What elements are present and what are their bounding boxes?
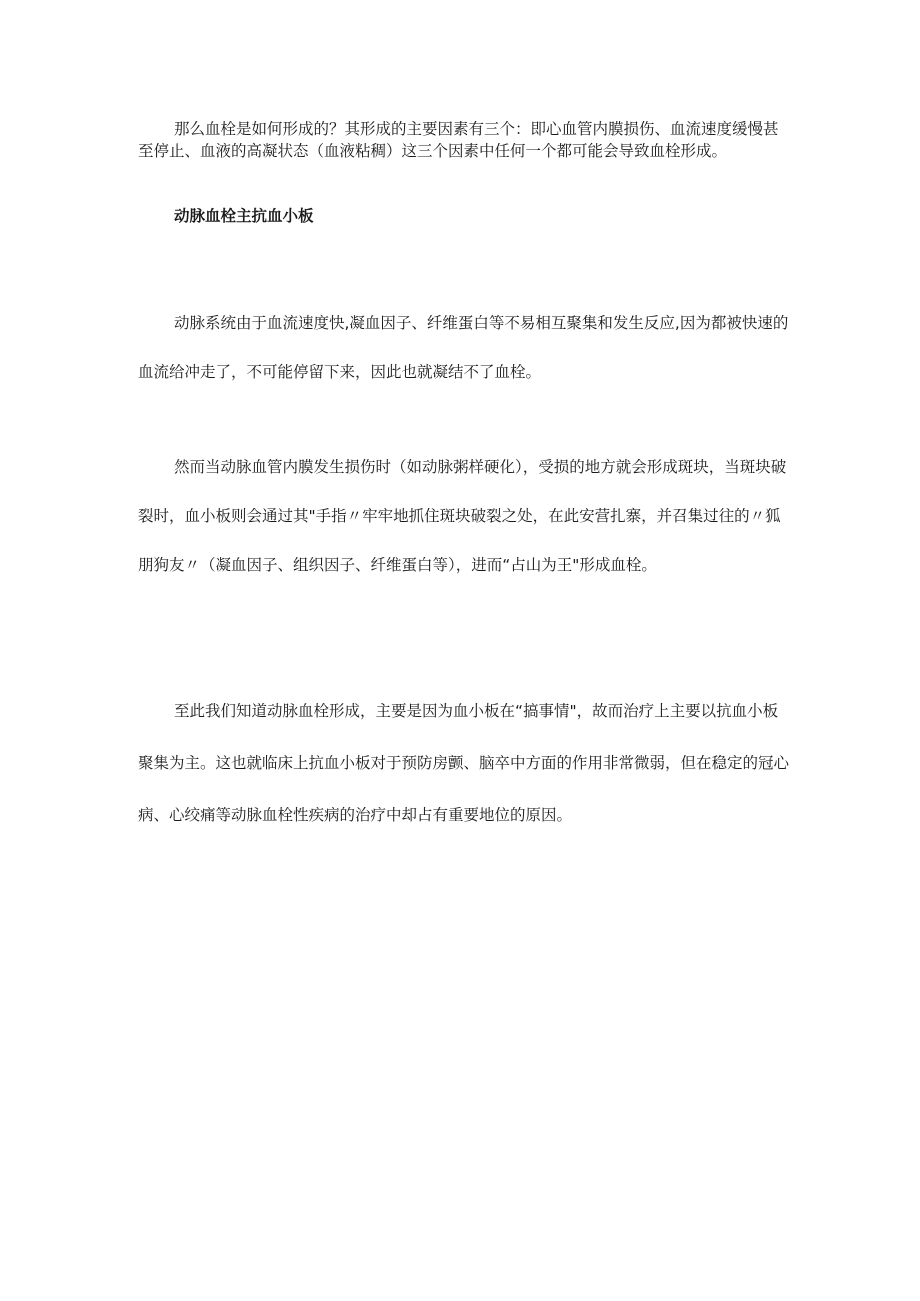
paragraph-conclusion: 至此我们知道动脉血栓形成，主要是因为血小板在“搞事情"，故而治疗上主要以抗血小板聚集为主。这也就临床上抗血小板对于预防房颤、脑卒中方面的作用非常微弱，但在稳定的冠心病、心绞痛等动脉血栓性疾病的治疗中却占有重要地位的原因。 <box>138 702 790 824</box>
paragraph-thrombus-formation: 那么血栓是如何形成的？其形成的主要因素有三个：即心血管内膜损伤、血流速度缓慢甚至停止、血液的高凝状态（血液粘稠）这三个因素中任何一个都可能会导致血栓形成。 <box>138 120 779 160</box>
paragraph-plaque-rupture: 然而当动脉血管内膜发生损伤时（如动脉粥样硬化），受损的地方就会形成斑块，当斑块破裂时，血小板则会通过其"手指〃牢牢地抓住斑块破裂之处，在此安营扎寨，并召集过往的〃狐朋狗友〃（凝血因子、组织因子、纤维蛋白等），进而“占山为王"形成血栓。 <box>138 458 787 574</box>
paragraph-arterial-flow: 动脉系统由于血流速度快,凝血因子、纤维蛋白等不易相互聚集和发生反应,因为都被快速的血流给冲走了，不可能停留下来，因此也就凝结不了血栓。 <box>138 314 789 381</box>
section-heading: 动脉血栓主抗血小板 <box>174 207 314 225</box>
